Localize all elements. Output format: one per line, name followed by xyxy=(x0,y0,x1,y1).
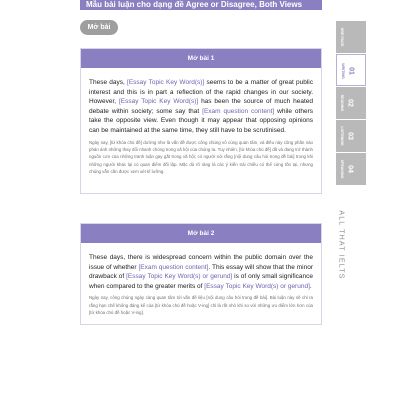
side-tab-label: WRITING xyxy=(341,63,345,79)
en-segment: is of only small significance when compared to the greater merits of xyxy=(89,273,314,290)
side-tab-nav xyxy=(336,21,366,186)
en-segment: while others take the opposite view. Even though it may appear that opposing opinions can be maintained at the same time, they still have to be scrutinised. xyxy=(89,107,313,134)
side-tab-label: READING xyxy=(340,94,344,112)
en-segment: These days, xyxy=(89,79,128,86)
placeholder-topic-keyword: [Essay Topic Key Word(s)] xyxy=(127,79,205,86)
intro-box-1 xyxy=(80,48,322,194)
en-segment: seems to be a matter of great public interest and this is in part a reflection of the rapid changes in our society. However, xyxy=(89,79,313,106)
en-segment: . This essay will show that the minor drawback of xyxy=(89,263,313,281)
side-tab-speaking[interactable] xyxy=(336,153,366,185)
side-tab-number: 01 xyxy=(347,67,355,75)
en-segment: These days, there is widespread concern within the public domain over the issue of whether xyxy=(89,254,313,271)
intro-box-1-header: Mở bài 1 xyxy=(81,49,321,68)
placeholder-exam-question: [Exam question content] xyxy=(138,263,209,271)
page-title-bar xyxy=(80,0,322,10)
side-tab-label: SPEAKING xyxy=(340,159,344,179)
side-tab-gre-page[interactable] xyxy=(336,21,366,53)
side-tab-number: 03 xyxy=(346,132,354,140)
placeholder-exam-question: [Exam question content] xyxy=(202,107,275,115)
side-tab-number: 04 xyxy=(346,165,354,173)
placeholder-topic-keyword: [Essay Topic Key Word(s)] xyxy=(118,98,199,106)
en-segment: has been the source of much heated debate within society; some say that xyxy=(89,98,314,115)
side-tab-listening[interactable] xyxy=(336,120,366,152)
section-tag: Mở bài xyxy=(80,20,118,35)
side-tab-label: GRE PAGE xyxy=(340,27,344,47)
intro-1-vietnamese-translation: Ngày nay, [từ khóa chủ đề] dường như là vấn đề được công chúng vô cùng quan tâm, và điều này cũng phần nào phản ánh những thay đổi nhanh chóng trong xã hội của chúng ta. Tuy nhiên, [từ khóa chủ đề] đã và đang trở thành nguồn cơn của những tranh luận gay gắt trong xã hội; có người nói rằng [nội dung câu hỏi trong đề bài] trong khi những người khác lại có quan điểm đối lập. Mặc dù rõ ràng là các ý kiến trái chiều có thể cùng tồn tại, nhưng chúng vẫn cần được xem xét kĩ lưỡng. xyxy=(89,139,313,175)
intro-2-vietnamese-translation: Ngày nay, công chúng ngày càng quan tâm tới vấn đề liệu [nội dung câu hỏi trong đề bài]. Bài luận này sẽ chỉ ra rằng hạn chế không đáng kể của [từ khóa chủ đề hoặc V-ing] chỉ là rất nhỏ khi so với những ưu điểm lớn hơn của [từ khóa chủ đề hoặc V-ing]. xyxy=(89,295,313,316)
intro-2-english-text xyxy=(81,253,321,291)
placeholder-topic-keyword: [Essay Topic Key Word(s) or gerund] xyxy=(204,282,310,290)
side-tab-writing[interactable] xyxy=(336,54,366,86)
side-tab-reading[interactable] xyxy=(336,87,366,119)
intro-box-2 xyxy=(80,223,322,325)
intro-1-english-text xyxy=(81,78,321,136)
placeholder-topic-keyword: [Essay Topic Key Word(s) or gerund] xyxy=(126,273,233,281)
side-tab-number: 02 xyxy=(346,99,354,107)
vertical-brand-text: ALL THAT IELTS xyxy=(337,210,345,280)
en-segment: . xyxy=(309,282,312,290)
side-tab-label: LISTENING xyxy=(340,126,344,146)
page-title: Mẫu bài luận cho dạng đề Agree or Disagree, Both Views xyxy=(86,0,303,9)
intro-box-2-header: Mở bài 2 xyxy=(81,224,321,243)
